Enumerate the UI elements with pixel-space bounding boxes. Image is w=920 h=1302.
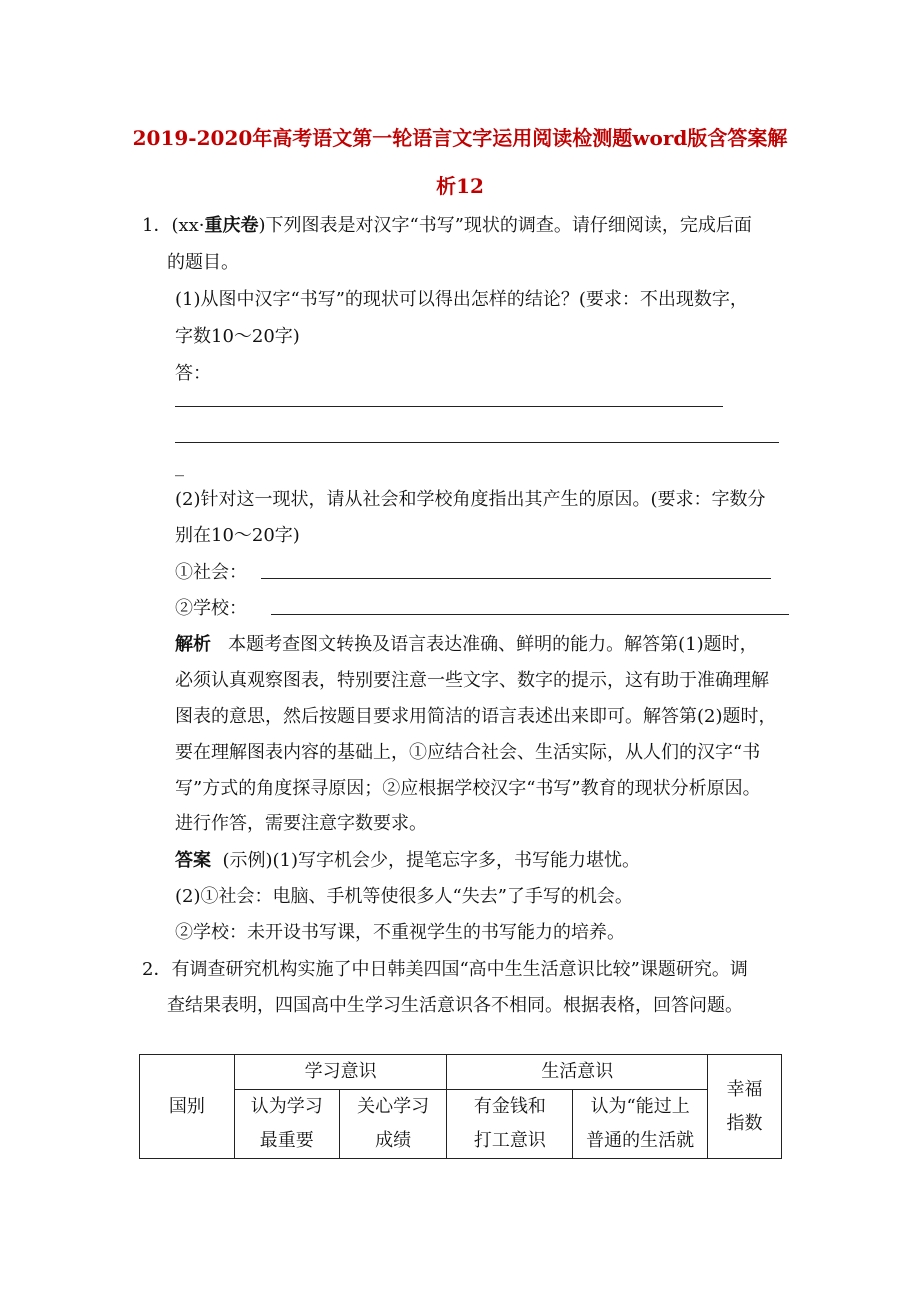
- answer-key-line-2: (2)①社会：电脑、手机等使很多人“失去”了手写的机会。: [175, 886, 633, 907]
- analysis-line-3: 图表的意思，然后按题目要求用简洁的语言表述出来即可。解答第(2)题时，: [175, 706, 777, 727]
- question-2-stem-a: 有调查研究机构实施了中日韩美四国“高中生生活意识比较”课题研究。调: [171, 959, 748, 980]
- header-care-grades: [339, 1090, 447, 1159]
- question-2-number: 2．: [142, 959, 172, 980]
- analysis-label: 解析: [175, 634, 211, 655]
- analysis-line-4: 要在理解图表内容的基础上，①应结合社会、生活实际，从人们的汉字“书: [175, 742, 761, 763]
- question-1-stem-line-2: 的题目。: [167, 252, 239, 273]
- question-1-source: 重庆卷: [204, 215, 259, 236]
- question-1-source-open: (xx·: [171, 215, 205, 236]
- analysis-line-6: 进行作答，需要注意字数要求。: [175, 813, 427, 834]
- sub-question-2-line-2: 别在10～20字): [175, 525, 300, 546]
- header-ordinary-life-line-1: 认为“能过上: [590, 1096, 690, 1117]
- header-study-most-important-line-2: 最重要: [259, 1130, 314, 1151]
- analysis-line-2: 必须认真观察图表，特别要注意一些文字、数字的提示，这有助于准确理解: [175, 670, 769, 691]
- answer-key-label: 答案: [175, 850, 211, 871]
- header-ordinary-life-line-2: 普通的生活就: [586, 1130, 695, 1151]
- header-happiness-index: [708, 1055, 782, 1159]
- header-study-most-important-line-1: 认为学习: [250, 1096, 323, 1117]
- question-2-stem-line-1: [142, 958, 748, 982]
- answer-key-text-1: (示例)(1)写字机会少，提笔忘字多，书写能力堪忧。: [222, 850, 640, 871]
- school-label: ②学校：: [175, 598, 247, 619]
- header-country: 国别: [140, 1055, 235, 1159]
- school-answer-blank[interactable]: [271, 614, 789, 615]
- sub-question-2-line-1: (2)针对这一现状，请从社会和学校角度指出其产生的原因。(要求：字数分: [175, 489, 766, 510]
- header-study-most-important: [234, 1090, 339, 1159]
- answer-blank-trailing-mark: _: [175, 456, 184, 477]
- table-header-row-2: [140, 1090, 782, 1159]
- header-ordinary-life: [573, 1090, 708, 1159]
- header-money-work-line-2: 打工意识: [473, 1130, 546, 1151]
- document-title-line-2: 析12: [436, 174, 484, 198]
- document-title-line-1: 2019-2020年高考语文第一轮语言文字运用阅读检测题word版含答案解: [132, 126, 788, 150]
- happiness-line-1: 幸福: [726, 1078, 763, 1100]
- answer-blank-line-2[interactable]: [175, 442, 779, 443]
- header-life-awareness: 生活意识: [447, 1055, 708, 1090]
- social-label: ①社会：: [175, 562, 247, 583]
- question-1-stem-a: )下列图表是对汉字“书写”现状的调查。请仔细阅读，完成后面: [258, 215, 752, 236]
- header-money-work: [447, 1090, 573, 1159]
- question-1-number: 1．: [142, 215, 172, 236]
- analysis-line-5: 写”方式的角度探寻原因；②应根据学校汉字“书写”教育的现状分析原因。: [175, 778, 761, 799]
- question-1-stem-line-1: [142, 214, 752, 238]
- question-2-stem-line-2: 查结果表明，四国高中生学习生活意识各不相同。根据表格，回答问题。: [167, 995, 743, 1016]
- answer-blank-line-1[interactable]: [175, 406, 723, 407]
- social-answer-blank[interactable]: [261, 578, 771, 579]
- answer-key-line-3: ②学校：未开设书写课，不重视学生的书写能力的培养。: [175, 922, 625, 943]
- survey-table: [139, 1054, 782, 1159]
- analysis-text-1: 本题考查图文转换及语言表达准确、鲜明的能力。解答第(1)题时，: [228, 634, 758, 655]
- table-header-row-1: [140, 1055, 782, 1090]
- sub-question-1-line-1: (1)从图中汉字“书写”的现状可以得出怎样的结论？(要求：不出现数字，: [175, 289, 748, 310]
- header-study-awareness: 学习意识: [234, 1055, 447, 1090]
- header-money-work-line-1: 有金钱和: [473, 1096, 546, 1117]
- header-care-grades-line-1: 关心学习: [357, 1096, 430, 1117]
- header-care-grades-line-2: 成绩: [375, 1130, 412, 1151]
- answer-key-line-1: [175, 849, 640, 873]
- analysis-line-1: [175, 633, 758, 657]
- answer-label: 答：: [175, 363, 211, 384]
- sub-question-1-line-2: 字数10～20字): [175, 326, 300, 347]
- happiness-line-2: 指数: [726, 1112, 763, 1134]
